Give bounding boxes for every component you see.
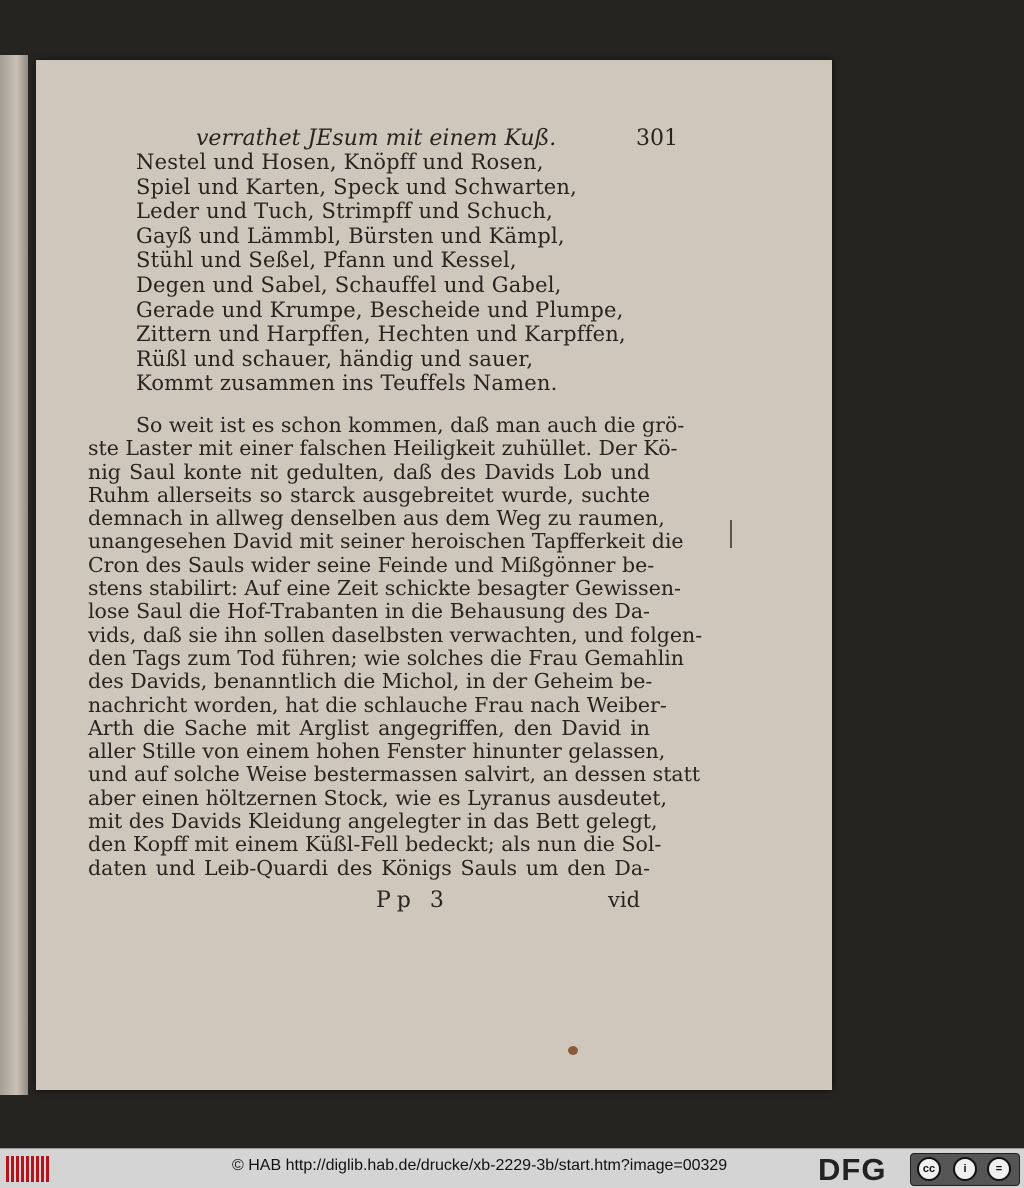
verse-line: Gayß und Lämmbl, Bürsten und Kämpl, [136,223,565,248]
verse-line: Stühl und Seßel, Pfann und Kessel, [136,248,517,273]
cc-icon: cc [917,1157,941,1181]
running-head: verrathet JEsum mit einem Kuß. [196,126,557,151]
verse-line: Zittern und Harpffen, Hechten und Karpffen, [136,322,626,347]
prose-line: unangesehen David mit seiner heroischen Tapfferkeit die [88,529,684,554]
verse-line: Leder und Tuch, Strimpff und Schuch, [136,199,553,224]
prose-line: mit des Davids Kleidung angelegter in das Bett gelegt, [88,809,658,834]
prose-line: Cron des Sauls wider seine Feinde und Mißgönner be- [88,552,655,577]
prose-line: So weit ist es schon kommen, daß man auch die grö- [136,413,685,437]
page-number: 301 [636,126,678,151]
verse-block [136,150,656,396]
copyright-link[interactable]: © HAB http://diglib.hab.de/drucke/xb-2229-3b/start.htm?image=00329 [232,1157,728,1174]
verse-line: Kommt zusammen ins Teuffels Namen. [136,371,558,396]
prose-line: und auf solche Weise bestermassen salvirt, an dessen statt [88,762,701,787]
prose-line: den Tags zum Tod führen; wie solches die Frau Gemahlin [88,645,685,670]
verse-line: Rüßl und schauer, händig und sauer, [136,346,534,371]
footer-bar [0,1148,1024,1188]
prose-line: nig Saul konte nit gedulten, daß des Davids Lob und [88,459,650,484]
prose-line: des Davids, benanntlich die Michol, in der Geheim be- [88,669,653,694]
prose-line: lose Saul die Hof-Trabanten in die Behausung des Da- [88,599,650,624]
dfg-logo[interactable]: DFG [818,1152,887,1187]
hab-barcode-icon[interactable] [6,1156,50,1182]
verse-line: Nestel und Hosen, Knöpff und Rosen, [136,150,544,174]
catchword: vid [608,888,641,912]
cc-license-badge[interactable] [910,1153,1020,1186]
verse-line: Gerade und Krumpe, Bescheide und Plumpe, [136,297,624,322]
prose-line: stens stabilirt: Auf eine Zeit schickte besagter Gewissen- [88,576,681,601]
signature-mark: Pp 3 [376,888,450,913]
share-alike-icon: = [987,1157,1011,1181]
prose-line: Arth die Sache mit Arglist angegriffen, den David in [88,715,650,740]
prose-line: nachricht worden, hat die schlauche Frau nach Weiber- [88,692,667,717]
verse-line: Degen und Sabel, Schauffel und Gabel, [136,272,562,297]
prose-paragraph [88,413,703,880]
margin-mark [730,520,732,548]
paper-stain [568,1046,578,1055]
prose-line: Ruhm allerseits so starck ausgebreitet wurde, suchte [88,482,650,507]
prose-line: demnach in allweg denselben aus dem Weg zu raumen, [88,506,665,531]
previous-page-edge [0,55,28,1095]
book-page [36,60,832,1090]
prose-line: den Kopff mit einem Küßl-Fell bedeckt; als nun die Sol- [88,832,662,857]
prose-line: aber einen höltzernen Stock, wie es Lyranus ausdeutet, [88,785,667,810]
attribution-icon: i [953,1157,977,1181]
prose-line: ste Laster mit einer falschen Heiligkeit zuhüllet. Der Kö- [88,436,678,461]
verse-line: Spiel und Karten, Speck und Schwarten, [136,174,577,199]
prose-line: vids, daß sie ihn sollen daselbsten verwachten, und folgen- [88,622,703,647]
prose-line: daten und Leib-Quardi des Königs Sauls um den Da- [88,855,650,880]
prose-line: aller Stille von einem hohen Fenster hinunter gelassen, [88,739,666,764]
